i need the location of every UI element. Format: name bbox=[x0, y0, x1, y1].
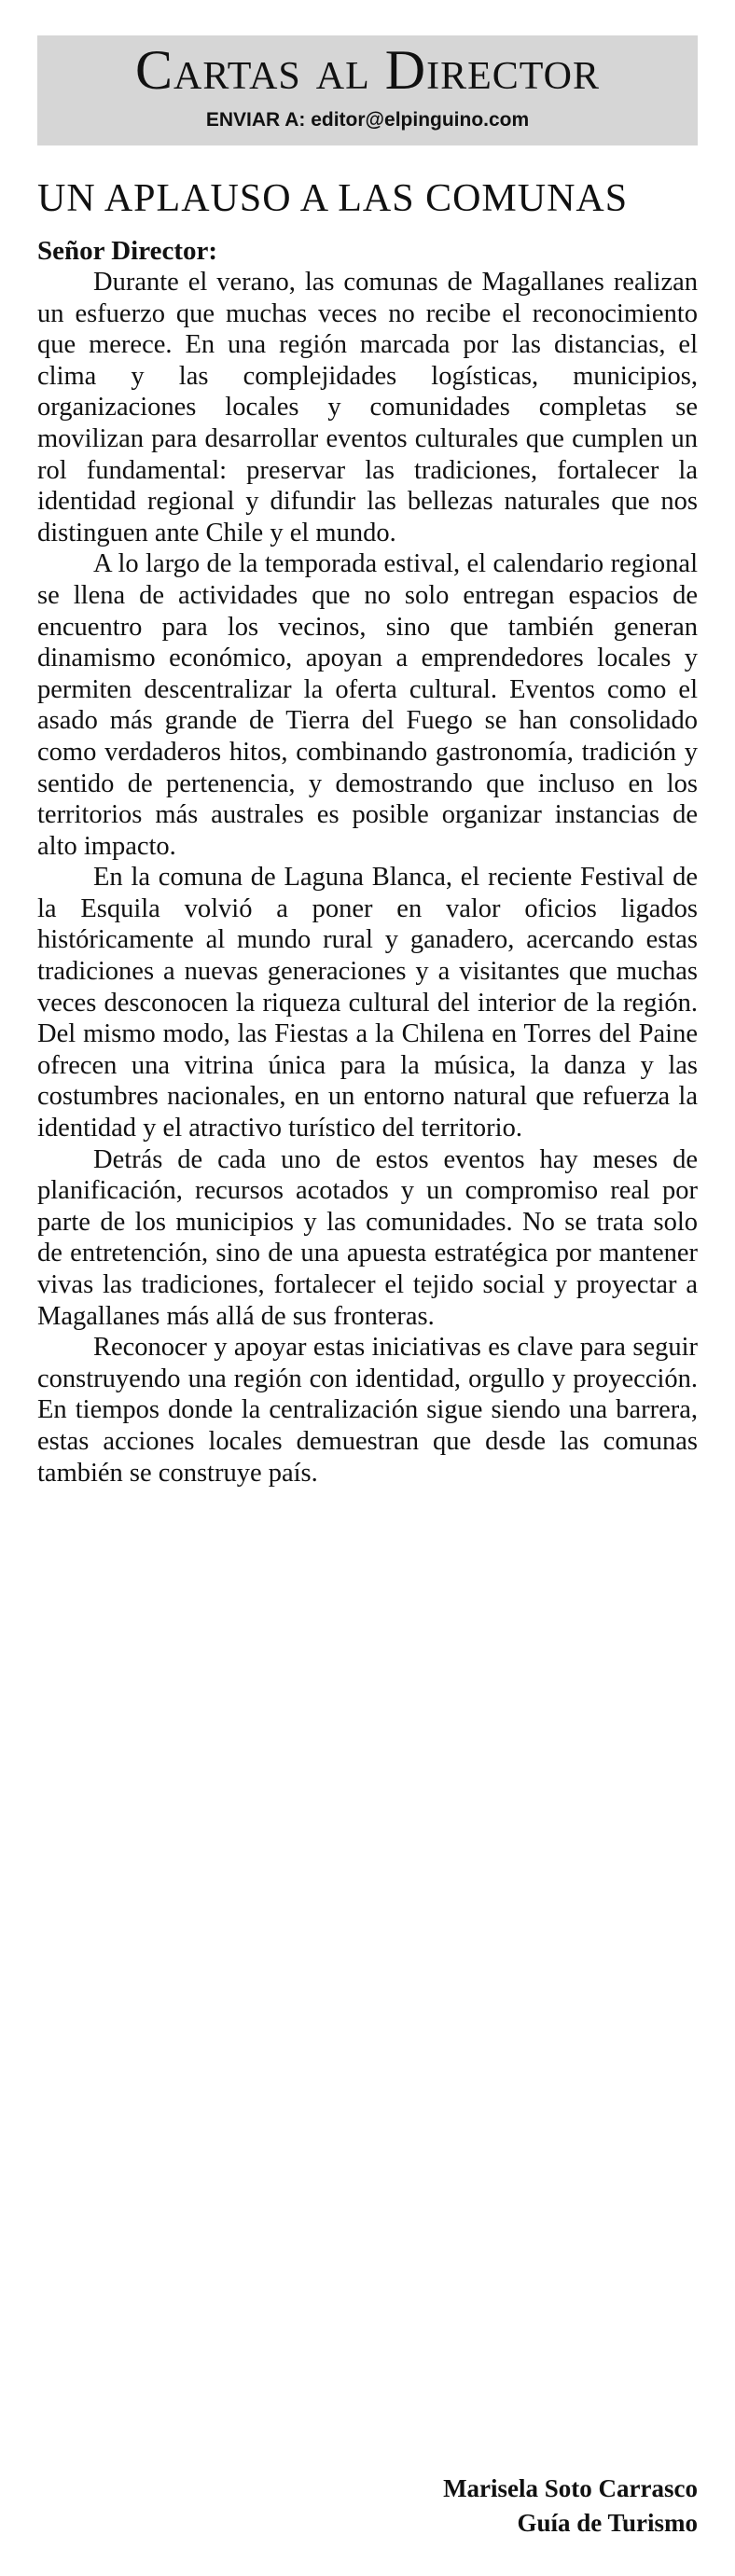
section-title: Cartas al Director bbox=[134, 39, 601, 101]
letter-headline: UN APLAUSO A LAS COMUNAS bbox=[37, 177, 629, 220]
section-masthead bbox=[37, 35, 698, 145]
letter-salutation: Señor Director: bbox=[37, 236, 218, 266]
letter-paragraph: Detrás de cada uno de estos eventos hay meses de planificación, recursos acotados y un compromiso real por parte de los municipios y las comunidades. No se trata solo de entretención, sino de una apuesta estratégica por mantener vivas las tradiciones, fortalecer el tejido social y proyectar a Magallanes más allá de sus fronteras. bbox=[37, 1144, 698, 1331]
author-role: Guía de Turismo bbox=[517, 2509, 698, 2537]
letters-page bbox=[0, 35, 735, 2576]
letter-paragraph: A lo largo de la temporada estival, el calendario regional se llena de actividades que no solo entregan espacios de encuentro para los vecinos, sino que también generan dinamismo económico, apoyan a emprendedores locales y permiten descentralizar la oferta cultural. Eventos como el asado más grande de Tierra del Fuego se han consolidado como verdaderos hitos, combinando gastronomía, tradición y sentido de pertenencia, y demostrando que incluso en los territorios más australes es posible organizar instancias de alto impacto. bbox=[37, 549, 698, 861]
send-to-email: ENVIAR A: editor@elpinguino.com bbox=[205, 109, 530, 131]
letter-paragraph: Reconocer y apoyar estas iniciativas es clave para seguir construyendo una región con identidad, orgullo y proyección. En tiempos donde la centralización sigue siendo una barrera, estas acciones locales demuestran que desde las comunas también se construye país. bbox=[37, 1333, 698, 1488]
letter-body bbox=[37, 267, 698, 1489]
author-name: Marisela Soto Carrasco bbox=[443, 2474, 698, 2502]
letter-paragraph: En la comuna de Laguna Blanca, el reciente Festival de la Esquila volvió a poner en valor oficios ligados históricamente al mundo rural y ganadero, acercando estas tradiciones a nuevas generaciones y a visitantes que muchas veces desconocen la riqueza cultural del interior de la región. Del mismo modo, las Fiestas a la Chilena en Torres del Paine ofrecen una vitrina única para la música, la danza y las costumbres nacionales, en un entorno natural que refuerza la identidad y el atractivo turístico del territorio. bbox=[37, 863, 698, 1143]
letter-signature bbox=[443, 2472, 698, 2541]
letter-paragraph: Durante el verano, las comunas de Magallanes realizan un esfuerzo que muchas veces no recibe el reconocimiento que merece. En una región marcada por las distancias, el clima y las complejidades logísticas, municipios, organizaciones locales y comunidades completas se movilizan para desarrollar eventos culturales que cumplen un rol fundamental: preservar las tradiciones, fortalecer la identidad regional y difundir las bellezas naturales que nos distinguen ante Chile y el mundo. bbox=[37, 268, 698, 547]
